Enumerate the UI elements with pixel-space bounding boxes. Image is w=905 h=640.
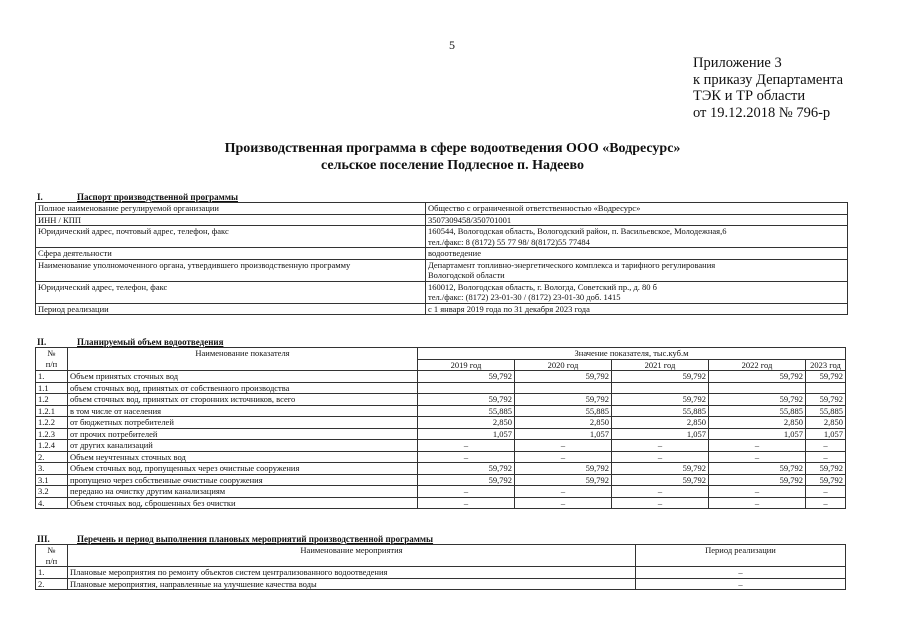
table-cell: передано на очистку другим канализациям: [68, 486, 418, 498]
table-row: [36, 578, 846, 590]
header-text: п/п: [45, 358, 58, 369]
table-cell: 1.1: [36, 382, 68, 394]
table-row: [36, 226, 848, 248]
header-name: Наименование показателя: [68, 348, 418, 371]
table-cell: 59,792: [709, 463, 806, 475]
table-cell: –: [806, 440, 846, 452]
table-row: [36, 405, 846, 417]
table-cell: 1.2.3: [36, 428, 68, 440]
table-cell: от прочих потребителей: [68, 428, 418, 440]
table-cell: 55,885: [806, 405, 846, 417]
section-number: I.: [37, 192, 43, 202]
table-cell: –: [612, 497, 709, 509]
header-text: п/п: [45, 555, 58, 566]
table-cell: 3507309458/350701001: [426, 214, 848, 226]
table-row: [36, 248, 848, 260]
table-cell: 59,792: [709, 371, 806, 383]
table-cell: 59,792: [709, 394, 806, 406]
table-row: [36, 567, 846, 579]
header-text: №: [47, 545, 56, 555]
page-number: 5: [449, 38, 455, 52]
table-cell: –: [806, 497, 846, 509]
table-cell: 1,057: [806, 428, 846, 440]
table-cell: 1,057: [418, 428, 515, 440]
section-number: III.: [37, 534, 50, 544]
table-cell: 59,792: [806, 371, 846, 383]
table-cell: объем сточных вод, принятых от собственного производства: [68, 382, 418, 394]
table-cell: –: [709, 497, 806, 509]
section-number: II.: [37, 337, 47, 347]
table-cell: 59,792: [418, 394, 515, 406]
table-cell: –: [418, 451, 515, 463]
table-cell: Объем неучтенных сточных вод: [68, 451, 418, 463]
header-num: [36, 348, 68, 371]
table-cell: –: [806, 486, 846, 498]
section-2-heading: [37, 337, 223, 347]
table-cell: –: [636, 578, 846, 590]
table-cell: –: [418, 497, 515, 509]
table-cell: 3.2: [36, 486, 68, 498]
table-cell: 2.: [36, 451, 68, 463]
table-cell: 59,792: [806, 474, 846, 486]
table-cell: Сфера деятельности: [36, 248, 426, 260]
table-cell: [426, 226, 848, 248]
table-row: [36, 214, 848, 226]
table-cell: Объем сточных вод, пропущенных через очистные сооружения: [68, 463, 418, 475]
table-cell: 59,792: [418, 371, 515, 383]
table-cell: 59,792: [515, 463, 612, 475]
table-row: [36, 394, 846, 406]
table-row: [36, 281, 848, 303]
table-cell: Период реализации: [36, 303, 426, 315]
section-1-heading: [37, 192, 238, 202]
header-year: 2021 год: [612, 359, 709, 371]
table-cell: 1.: [36, 567, 68, 579]
table-cell: Плановые мероприятия, направленные на улучшение качества воды: [68, 578, 636, 590]
table-row: [36, 203, 848, 215]
document-title: [0, 140, 905, 174]
table-cell: –: [418, 440, 515, 452]
table-cell: 2,850: [709, 417, 806, 429]
table-cell: Юридический адрес, телефон, факс: [36, 281, 426, 303]
table-cell: [426, 281, 848, 303]
table-cell: Общество с ограниченной ответственностью «Водресурс»: [426, 203, 848, 215]
table-cell: –: [418, 486, 515, 498]
table-cell: [426, 259, 848, 281]
table-cell: водоотведение: [426, 248, 848, 260]
activities-table: [35, 544, 846, 590]
table-cell: 59,792: [418, 474, 515, 486]
table-cell: 55,885: [418, 405, 515, 417]
table-cell: 1,057: [612, 428, 709, 440]
table-cell: 59,792: [806, 463, 846, 475]
table-cell: от бюджетных потребителей: [68, 417, 418, 429]
table-row: [36, 451, 846, 463]
cell-line: Департамент топливно-энергетического комплекса и тарифного регулирования: [428, 259, 716, 270]
table-cell: 3.: [36, 463, 68, 475]
table-cell: 1.2: [36, 394, 68, 406]
table-cell: 59,792: [515, 474, 612, 486]
table-cell: 59,792: [515, 371, 612, 383]
table-cell: 55,885: [515, 405, 612, 417]
table-cell: 2,850: [418, 417, 515, 429]
appendix-line: к приказу Департамента: [693, 71, 844, 88]
appendix-line: от 19.12.2018 № 796-р: [693, 104, 831, 121]
table-cell: [806, 382, 846, 394]
table-cell: –: [515, 451, 612, 463]
table-cell: 1,057: [709, 428, 806, 440]
table-cell: ИНН / КПП: [36, 214, 426, 226]
table-cell: 59,792: [612, 371, 709, 383]
table-cell: 59,792: [418, 463, 515, 475]
header-num: [36, 545, 68, 567]
table-cell: 2,850: [612, 417, 709, 429]
table-row: [36, 440, 846, 452]
table-row: [36, 497, 846, 509]
table-cell: –: [612, 486, 709, 498]
table-cell: [515, 382, 612, 394]
table-cell: 1.: [36, 371, 68, 383]
table-cell: 59,792: [709, 474, 806, 486]
cell-line: Вологодской области: [428, 270, 505, 280]
table-cell: 59,792: [612, 463, 709, 475]
table-cell: –: [515, 497, 612, 509]
table-cell: 59,792: [612, 474, 709, 486]
table-cell: –: [636, 567, 846, 579]
cell-line: тел./факс: 8 (8172) 55 77 98/ 8(8172)55 77484: [428, 236, 590, 247]
table-cell: 1.2.2: [36, 417, 68, 429]
table-cell: объем сточных вод, принятых от сторонних источников, всего: [68, 394, 418, 406]
header-period: Период реализации: [636, 545, 846, 567]
section-title: Перечень и период выполнения плановых мероприятий производственной программы: [77, 534, 434, 544]
header-year: 2023 год: [806, 359, 846, 371]
table-cell: [612, 382, 709, 394]
table-cell: 55,885: [612, 405, 709, 417]
header-year: 2019 год: [418, 359, 515, 371]
table-cell: –: [515, 440, 612, 452]
table-cell: Плановые мероприятия по ремонту объектов систем централизованного водоотведения: [68, 567, 636, 579]
section-title: Паспорт производственной программы: [77, 192, 238, 202]
table-cell: [709, 382, 806, 394]
table-cell: от других канализаций: [68, 440, 418, 452]
table-cell: –: [515, 486, 612, 498]
header-year: 2020 год: [515, 359, 612, 371]
table-row: [36, 371, 846, 383]
table-row: [36, 417, 846, 429]
table-cell: 2,850: [806, 417, 846, 429]
table-cell: 2.: [36, 578, 68, 590]
table-row: [36, 486, 846, 498]
header-name: Наименование мероприятия: [68, 545, 636, 567]
table-row: [36, 382, 846, 394]
section-3-heading: [37, 534, 433, 544]
table-cell: –: [612, 451, 709, 463]
table-cell: 59,792: [806, 394, 846, 406]
table-row: [36, 259, 848, 281]
section-title: Планируемый объем водоотведения: [77, 337, 224, 347]
header-year: 2022 год: [709, 359, 806, 371]
table-cell: –: [709, 451, 806, 463]
table-cell: 1.2.1: [36, 405, 68, 417]
table-cell: 1.2.4: [36, 440, 68, 452]
table-cell: в том числе от населения: [68, 405, 418, 417]
appendix-line: ТЭК и ТР области: [693, 88, 806, 104]
table-row: [36, 474, 846, 486]
title-line: сельское поселение Подлесное п. Надеево: [321, 158, 584, 173]
header-text: №: [47, 348, 56, 358]
appendix-line: Приложение 3: [693, 55, 782, 71]
table-cell: –: [709, 486, 806, 498]
table-row: [36, 463, 846, 475]
table-cell: 59,792: [612, 394, 709, 406]
cell-line: тел./факс: (8172) 23-01-30 / (8172) 23-01-30 доб. 1415: [428, 292, 621, 302]
table-header-row: [36, 348, 846, 360]
table-header-row: [36, 545, 846, 567]
table-row: [36, 428, 846, 440]
table-cell: Юридический адрес, почтовый адрес, телефон, факс: [36, 226, 426, 248]
table-cell: –: [612, 440, 709, 452]
cell-line: 160544, Вологодская область, Вологодский район, п. Васильевское, Молодежная,6: [428, 226, 727, 236]
table-cell: 4.: [36, 497, 68, 509]
table-cell: 2,850: [515, 417, 612, 429]
table-row: [36, 303, 848, 315]
table-cell: пропущено через собственные очистные сооружения: [68, 474, 418, 486]
table-cell: Наименование уполномоченного органа, утвердившего производственную программу: [36, 259, 426, 281]
table-cell: Объем сточных вод, сброшенных без очистки: [68, 497, 418, 509]
table-cell: с 1 января 2019 года по 31 декабря 2023 года: [426, 303, 848, 315]
table-cell: 1,057: [515, 428, 612, 440]
cell-line: 160012, Вологодская область, г. Вологда, Советский пр., д. 80 б: [428, 281, 658, 292]
appendix-note: [693, 55, 843, 121]
table-cell: [418, 382, 515, 394]
passport-table: [35, 202, 848, 315]
table-cell: Объем принятых сточных вод: [68, 371, 418, 383]
header-value: Значение показателя, тыс.куб.м: [418, 348, 846, 360]
volume-table: [35, 347, 846, 509]
title-line: Производственная программа в сфере водоотведения ООО «Водресурс»: [224, 141, 681, 156]
table-cell: –: [709, 440, 806, 452]
table-cell: 3.1: [36, 474, 68, 486]
table-cell: –: [806, 451, 846, 463]
table-cell: 55,885: [709, 405, 806, 417]
table-cell: Полное наименование регулируемой организации: [36, 203, 426, 215]
table-cell: 59,792: [515, 394, 612, 406]
